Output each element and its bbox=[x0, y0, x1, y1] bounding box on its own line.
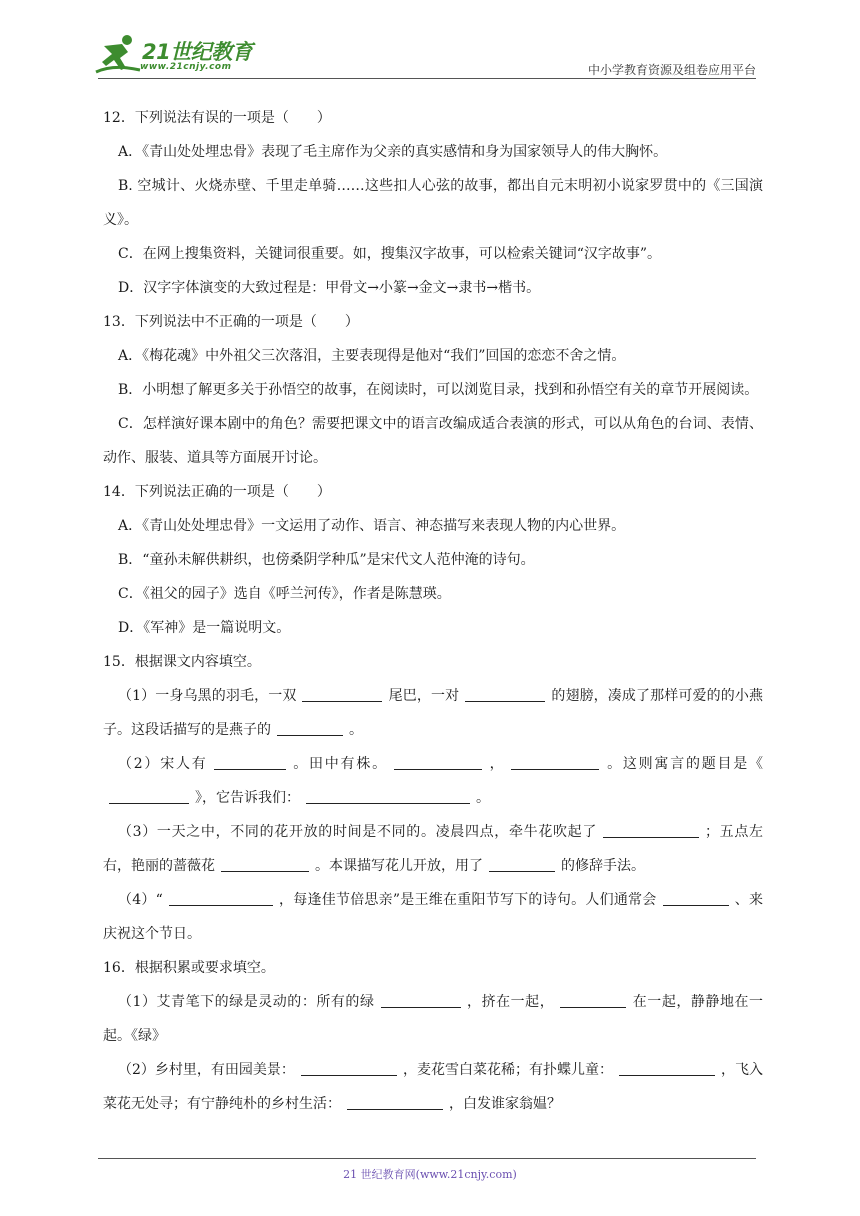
footer-divider bbox=[98, 1158, 756, 1159]
question-15-stem: 15．根据课文内容填空。 bbox=[103, 654, 261, 670]
fill-blank[interactable] bbox=[214, 755, 286, 770]
question-12-option-c: C．在网上搜集资料，关键词很重要。如，搜集汉字故事，可以检索关键词“汉字故事”。 bbox=[118, 246, 662, 262]
question-13-option-b: B．小明想了解更多关于孙悟空的故事，在阅读时，可以浏览目录，找到和孙悟空有关的章节开展阅读。 bbox=[118, 382, 759, 398]
question-15-part-4: （4）“ ，每逢佳节倍思亲”是王维在重阳节写下的诗句。人们通常会 、来庆祝这个节日。 bbox=[103, 892, 764, 942]
question-14-stem: 14．下列说法正确的一项是（ ） bbox=[103, 484, 331, 500]
question-15-part-3: （3）一天之中，不同的花开放的时间是不同的。凌晨四点，牵牛花吹起了 ；五点左右，艳丽的蔷薇花 。本课描写花儿开放，用了 的修辞手法。 bbox=[103, 824, 764, 874]
fill-blank[interactable] bbox=[560, 993, 626, 1008]
question-16-stem: 16．根据积累或要求填空。 bbox=[103, 960, 275, 976]
question-14-option-c: C．《祖父的园子》选自《呼兰河传》，作者是陈慧瑛。 bbox=[118, 586, 451, 602]
site-logo bbox=[94, 34, 264, 80]
header-divider bbox=[98, 78, 756, 79]
question-16-part-1: （1）艾青笔下的绿是灵动的：所有的绿 ，挤在一起， 在一起，静静地在一起。《绿》 bbox=[103, 994, 764, 1044]
question-12-stem: 12．下列说法有误的一项是（ ） bbox=[103, 110, 331, 126]
fill-blank[interactable] bbox=[489, 857, 555, 872]
question-14-option-d: D．《军神》是一篇说明文。 bbox=[118, 620, 291, 636]
fill-blank[interactable] bbox=[465, 687, 545, 702]
question-12-option-a: A．《青山处处埋忠骨》表现了毛主席作为父亲的真实感情和身为国家领导人的伟大胸怀。 bbox=[118, 144, 668, 160]
fill-blank[interactable] bbox=[109, 789, 189, 804]
fill-blank[interactable] bbox=[381, 993, 461, 1008]
page-footer: 21 世纪教育网(www.21cnjy.com) bbox=[343, 1168, 517, 1181]
fill-blank[interactable] bbox=[277, 721, 343, 736]
question-14-option-b: B．“童孙未解供耕织，也傍桑阴学种瓜”是宋代文人范仲淹的诗句。 bbox=[118, 552, 535, 568]
fill-blank[interactable] bbox=[603, 823, 699, 838]
question-13-option-c: C．怎样演好课本剧中的角色？需要把课文中的语言改编成适合表演的形式，可以从角色的台词、表情、动作、服装、道具等方面展开讨论。 bbox=[103, 416, 763, 466]
fill-blank[interactable] bbox=[302, 687, 382, 702]
fill-blank[interactable] bbox=[511, 755, 599, 770]
page-header bbox=[0, 0, 860, 82]
fill-blank[interactable] bbox=[169, 891, 273, 906]
logo-text: 21世纪教育 bbox=[142, 40, 253, 64]
fill-blank[interactable] bbox=[221, 857, 309, 872]
platform-title: 中小学教育资源及组卷应用平台 bbox=[587, 63, 756, 77]
runner-logo-icon bbox=[94, 34, 142, 78]
question-13-option-a: A．《梅花魂》中外祖父三次落泪，主要表现得是他对“我们”回国的恋恋不舍之情。 bbox=[118, 348, 626, 364]
fill-blank[interactable] bbox=[301, 1061, 397, 1076]
question-content bbox=[103, 101, 763, 1121]
question-14-option-a: A．《青山处处埋忠骨》一文运用了动作、语言、神态描写来表现人物的内心世界。 bbox=[118, 518, 626, 534]
question-12-option-d: D．汉字字体演变的大致过程是：甲骨文→小篆→金文→隶书→楷书。 bbox=[118, 280, 541, 296]
question-12-option-b: B. 空城计、火烧赤壁、千里走单骑……这些扣人心弦的故事，都出自元末明初小说家罗贯中的《三国演义》。 bbox=[103, 178, 763, 228]
fill-blank[interactable] bbox=[347, 1095, 443, 1110]
fill-blank[interactable] bbox=[306, 789, 470, 804]
logo-url: www.21cnjy.com bbox=[140, 62, 232, 72]
question-15-part-2: （2）宋人有 。田中有株。 ， 。这则寓言的题目是《》，它告诉我们： 。 bbox=[103, 747, 763, 815]
question-15-part-1: （1）一身乌黑的羽毛，一双 尾巴，一对 的翅膀，凑成了那样可爱的的小燕子。这段话描写的是燕子的 。 bbox=[103, 688, 764, 738]
fill-blank[interactable] bbox=[394, 755, 482, 770]
question-13-stem: 13．下列说法中不正确的一项是（ ） bbox=[103, 314, 359, 330]
fill-blank[interactable] bbox=[663, 891, 729, 906]
question-16-part-2: （2）乡村里，有田园美景： ，麦花雪白菜花稀；有扑蝶儿童： ，飞入菜花无处寻；有宁静纯朴的乡村生活： ，白发谁家翁媪？ bbox=[103, 1062, 764, 1112]
fill-blank[interactable] bbox=[619, 1061, 715, 1076]
